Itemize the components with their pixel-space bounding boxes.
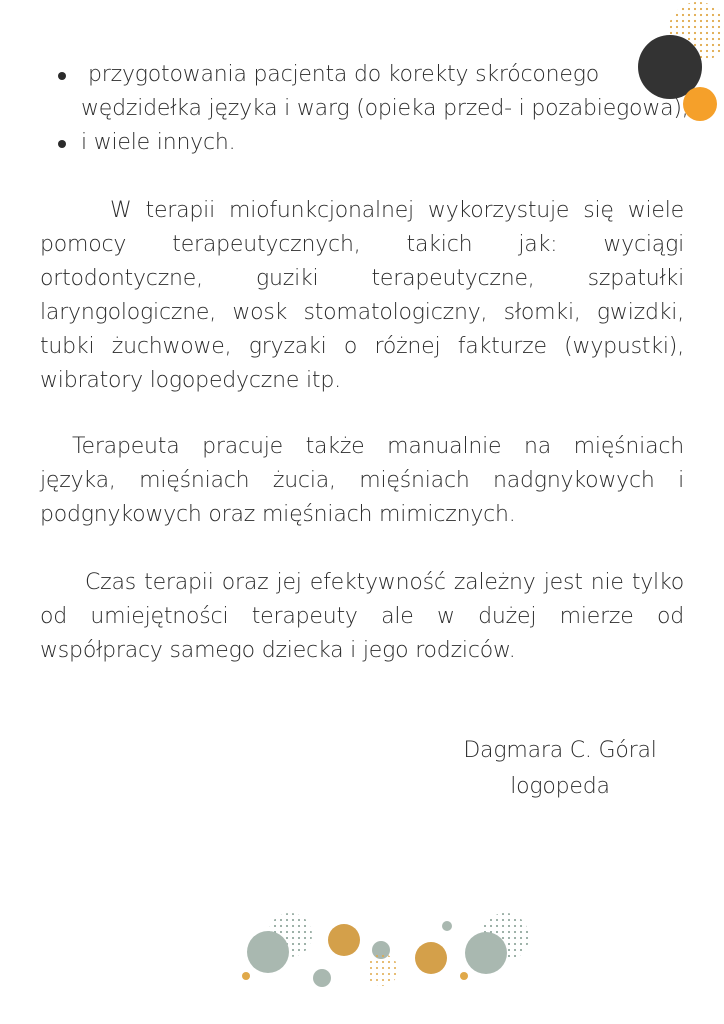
paragraph-therapy-duration: Czas terapii oraz jej efektywność zależny jest nie tylko od umiejętności terapeuty ale w dużej mierze od współpracy samego dziecka i jego rodziców. [40, 570, 684, 663]
bullet-item [40, 126, 690, 160]
small-gold-dot [460, 972, 468, 980]
bullet-dot [58, 72, 66, 80]
paragraph-manual-work: Terapeuta pracuje także manualnie na mięśniach języka, mięśniach żucia, mięśniach nadgnykowych i podgnykowych oraz mięśniach mimicznych. [40, 434, 684, 527]
bullet-item [40, 58, 690, 126]
mustard-circle [415, 942, 447, 974]
sage-circle [465, 932, 507, 974]
small-gold-dot [242, 972, 250, 980]
bullet-text: i wiele innych. [81, 130, 236, 155]
small-sage-dot [442, 921, 452, 931]
dotted-circle [366, 954, 398, 986]
signature [440, 733, 680, 805]
sage-circle [247, 931, 289, 973]
bullet-text: przygotowania pacjenta do korekty skróconego wędzidełka języka i warg (opieka przed- i pozabiegowa), [81, 62, 689, 121]
signature-name: Dagmara C. Góral [463, 738, 657, 763]
bullet-dot [58, 140, 66, 148]
small-sage-circle [313, 969, 331, 987]
paragraph-therapy-aids: W terapii miofunkcjonalnej wykorzystuje się wiele pomocy terapeutycznych, takich jak: wyciągi ortodontyczne, guziki terapeutyczne, szpatułki laryngologiczne, wosk stomatologiczny, słomki, gwizdki, tubki żuchwowe, gryzaki o różnej fakturze (wypustki), wibratory logopedyczne itp. [40, 198, 684, 393]
decorative-circles-bottom [230, 905, 540, 995]
mustard-circle [328, 924, 360, 956]
bullet-list [40, 58, 690, 160]
signature-title: logopeda [510, 774, 610, 799]
